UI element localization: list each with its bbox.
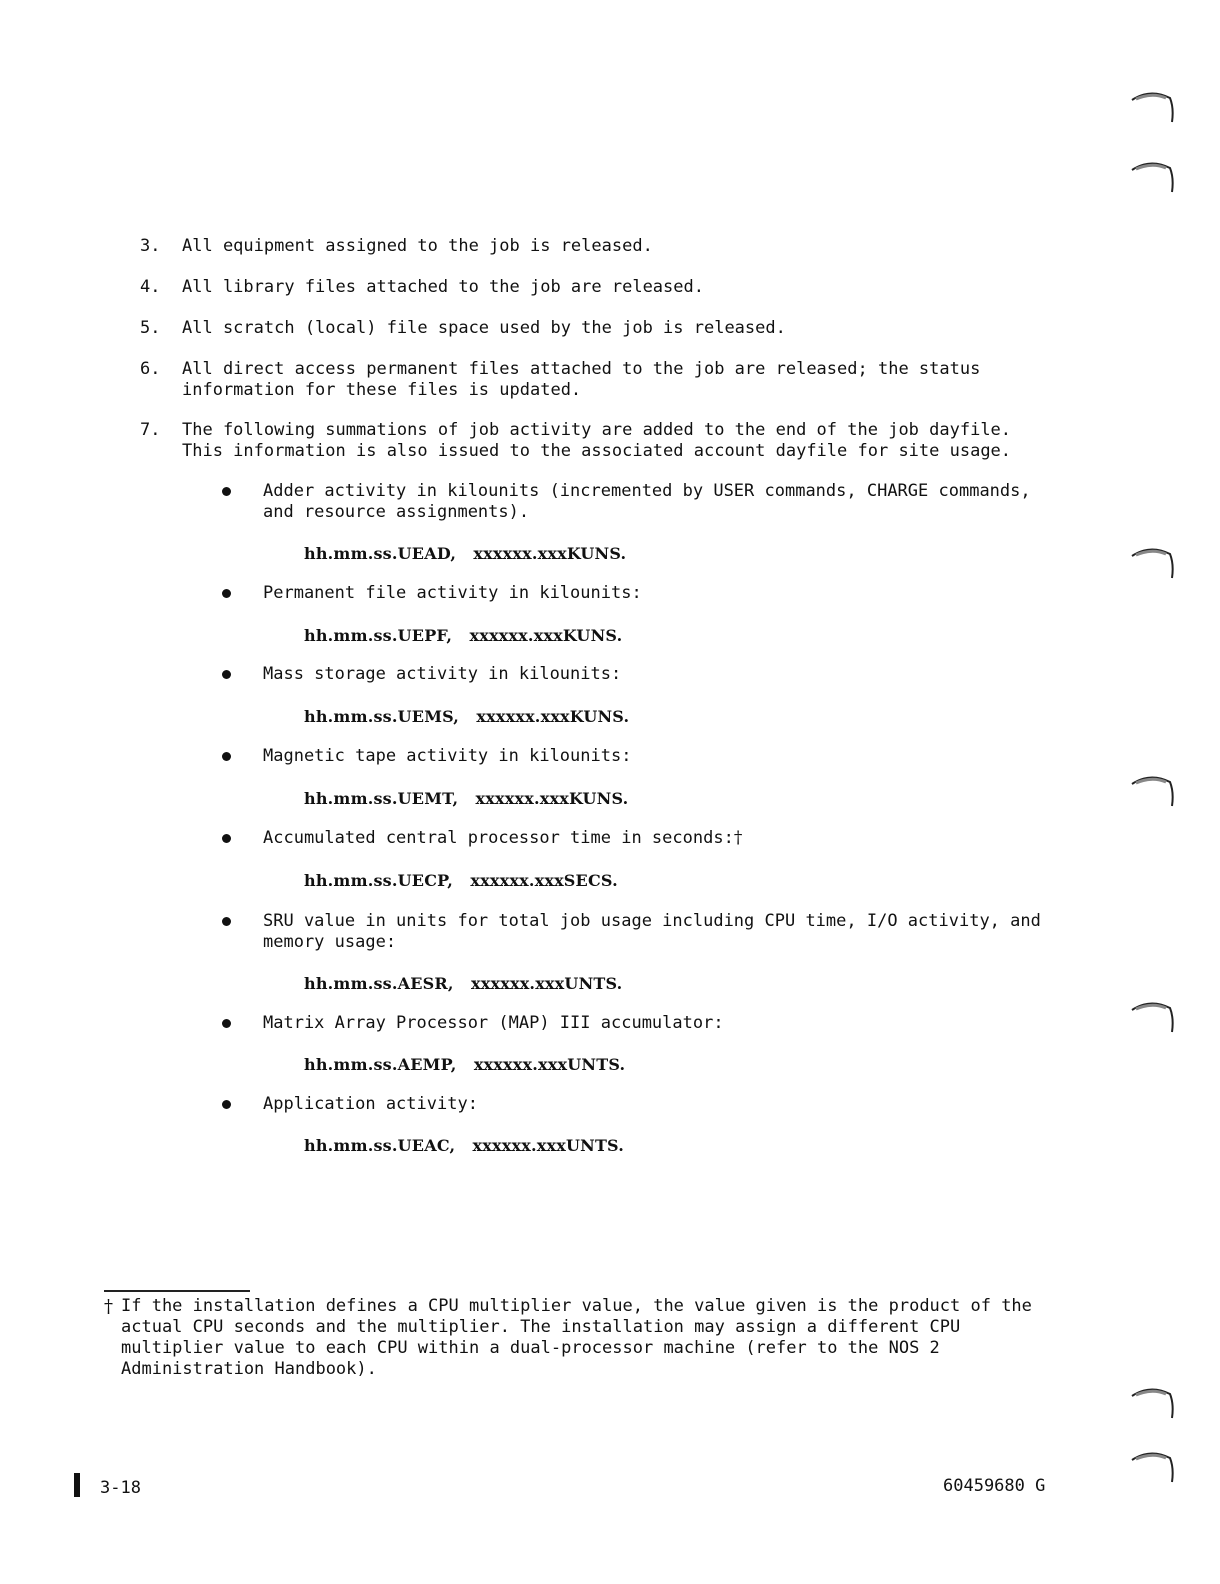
page-number: 3-18 — [100, 1478, 141, 1498]
binder-hole-mark — [1128, 998, 1176, 1038]
item-text: All direct access permanent files attached to the job are released; the status information for these files is updated. — [182, 359, 981, 400]
dayfile-format: hh.mm.ss.UEAD, xxxxxx.xxxKUNS. — [304, 544, 627, 563]
bullet-text: Permanent file activity in kilounits: — [263, 583, 642, 603]
dayfile-format: hh.mm.ss.AEMP, xxxxxx.xxxUNTS. — [304, 1055, 626, 1074]
item-text: All equipment assigned to the job is released. — [182, 236, 653, 256]
dayfile-format: hh.mm.ss.UEMT, xxxxxx.xxxKUNS. — [304, 789, 629, 808]
bullet-text: Application activity: — [263, 1094, 478, 1114]
bullet-icon — [222, 752, 231, 761]
bullet-icon — [222, 834, 231, 843]
footnote-dagger: † — [733, 828, 743, 848]
bullet-text: Accumulated central processor time in seconds:† — [263, 828, 743, 848]
bullet-text: SRU value in units for total job usage including CPU time, I/O activity, and memory usage: — [263, 911, 1041, 952]
item-number: 3. — [140, 236, 161, 256]
binder-hole-mark — [1128, 1448, 1176, 1488]
dayfile-format: hh.mm.ss.UEPF, xxxxxx.xxxKUNS. — [304, 626, 623, 645]
bullet-icon — [222, 487, 231, 496]
bullet-text: Mass storage activity in kilounits: — [263, 664, 622, 684]
bullet-icon — [222, 589, 231, 598]
item-text: The following summations of job activity are added to the end of the job dayfile. This information is also issued to the associated account dayfile for site usage. — [182, 420, 1012, 461]
item-text: All library files attached to the job are released. — [182, 277, 704, 297]
binder-hole-mark — [1128, 1384, 1176, 1424]
dayfile-format: hh.mm.ss.AESR, xxxxxx.xxxUNTS. — [304, 974, 623, 993]
bullet-icon — [222, 917, 231, 926]
item-number: 7. — [140, 420, 161, 440]
binder-hole-mark — [1128, 544, 1176, 584]
binder-hole-mark — [1128, 88, 1176, 128]
item-number: 4. — [140, 277, 161, 297]
change-bar — [74, 1473, 80, 1497]
bullet-icon — [222, 670, 231, 679]
footnote-mark: † — [104, 1296, 113, 1317]
footnote-text: If the installation defines a CPU multiplier value, the value given is the product of the actual CPU seconds and the multiplier. The installation may assign a different CPU multiplier value to each CPU within a dual-processor machine (refer to the NOS 2 Administration Handbook). — [121, 1296, 1032, 1379]
binder-hole-mark — [1128, 772, 1176, 812]
dayfile-format: hh.mm.ss.UECP, xxxxxx.xxxSECS. — [304, 871, 618, 890]
dayfile-format: hh.mm.ss.UEAC, xxxxxx.xxxUNTS. — [304, 1136, 625, 1155]
bullet-text: Adder activity in kilounits (incremented by USER commands, CHARGE commands, and resource assignments). — [263, 481, 1031, 522]
bullet-icon — [222, 1100, 231, 1109]
bullet-text: Magnetic tape activity in kilounits: — [263, 746, 632, 766]
item-text: All scratch (local) file space used by the job is released. — [182, 318, 786, 338]
bullet-text: Matrix Array Processor (MAP) III accumulator: — [263, 1013, 724, 1033]
item-number: 6. — [140, 359, 161, 379]
dayfile-format: hh.mm.ss.UEMS, xxxxxx.xxxKUNS. — [304, 707, 630, 726]
bullet-icon — [222, 1019, 231, 1028]
item-number: 5. — [140, 318, 161, 338]
footnote-divider — [104, 1290, 250, 1292]
document-number: 60459680 G — [943, 1476, 1046, 1496]
binder-hole-mark — [1128, 158, 1176, 198]
